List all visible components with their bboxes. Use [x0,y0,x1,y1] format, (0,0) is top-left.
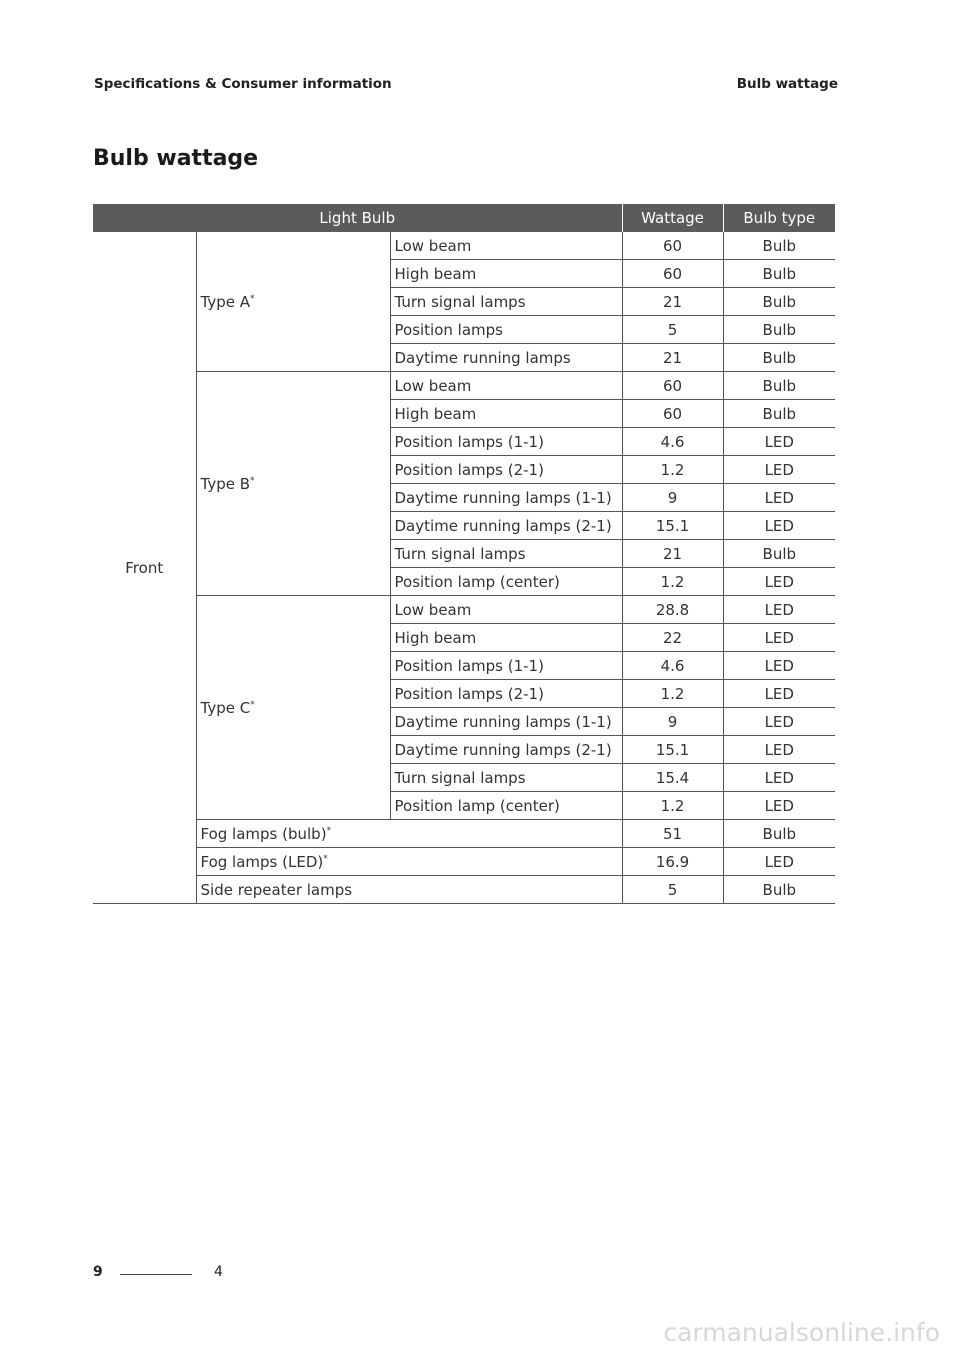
bulb-name-cell [390,484,622,512]
bulb-name-cell [390,260,622,288]
bulb-type-cell-text: Bulb [762,880,797,899]
wattage-cell-text: 1.2 [660,684,685,703]
bulb-type-cell [723,736,835,764]
bulb-name-cell-text: Turn signal lamps [394,292,526,311]
bulb-type-cell-text: LED [764,432,794,451]
bulb-type-cell [723,680,835,708]
bulb-name-cell [390,372,622,400]
wattage-cell [622,372,723,400]
wattage-cell [622,596,723,624]
bulb-name-cell-text: Turn signal lamps [394,544,526,563]
wattage-cell [622,484,723,512]
bulb-type-cell-text: LED [764,768,794,787]
bulb-name-cell [390,708,622,736]
header-light-bulb: Light Bulb [93,204,622,232]
bulb-type-cell [723,568,835,596]
bulb-name-cell-text: Position lamps (1-1) [394,656,544,675]
bulb-type-cell [723,344,835,372]
wattage-cell-text: 9 [667,712,678,731]
wattage-cell-text: 1.2 [660,572,685,591]
wattage-cell [622,876,723,904]
bulb-name-cell-text: Position lamp (center) [394,572,560,591]
bulb-name-cell [196,848,622,876]
wattage-cell [622,736,723,764]
bulb-type-cell [723,512,835,540]
bulb-type-cell [723,456,835,484]
bulb-type-cell-text: Bulb [762,236,797,255]
bulb-type-cell [723,792,835,820]
bulb-type-cell [723,764,835,792]
bulb-name-cell [390,288,622,316]
bulb-name-cell-text: Turn signal lamps [394,768,526,787]
bulb-name-cell-text: Side repeater lamps [200,880,353,899]
bulb-name-cell [390,680,622,708]
bulb-type-cell-text: LED [764,712,794,731]
bulb-name-cell [390,596,622,624]
bulb-type-cell [723,232,835,260]
bulb-type-cell-text: LED [764,796,794,815]
bulb-name-cell-text: Position lamp (center) [394,796,560,815]
header-bulb-type: Bulb type [723,204,835,232]
bulb-type-cell-text: Bulb [762,376,797,395]
bulb-type-cell-text: Bulb [762,264,797,283]
wattage-cell [622,820,723,848]
wattage-cell-text: 60 [662,404,683,423]
wattage-cell-text: 15.1 [655,740,690,759]
wattage-cell-text: 21 [662,544,683,563]
bulb-type-cell [723,372,835,400]
bulb-name-cell-text: Low beam [394,236,472,255]
bulb-name-cell [390,792,622,820]
lamp-type-cell [196,372,390,596]
bulb-type-cell [723,848,835,876]
wattage-cell-text: 21 [662,348,683,367]
bulb-name-cell-text: High beam [394,404,477,423]
table-body [93,232,835,904]
bulb-name-cell [390,624,622,652]
wattage-cell-text: 15.1 [655,516,690,535]
bulb-name-cell [390,540,622,568]
lamp-type-cell [196,596,390,820]
bulb-type-cell-text: Bulb [762,404,797,423]
bulb-name-cell-text: High beam [394,264,477,283]
bulb-name-cell [196,820,622,848]
table-row [93,232,835,260]
wattage-cell [622,792,723,820]
wattage-cell [622,316,723,344]
wattage-cell-text: 1.2 [660,460,685,479]
bulb-name-cell-text: Position lamps (2-1) [394,684,544,703]
wattage-cell-text: 16.9 [655,852,690,871]
location-cell [93,232,196,904]
bulb-type-cell-text: LED [764,740,794,759]
bulb-name-cell [390,456,622,484]
table-row [93,372,835,400]
bulb-type-cell [723,708,835,736]
page-title: Bulb wattage [93,146,259,171]
bulb-type-cell-text: LED [764,516,794,535]
bulb-type-cell [723,596,835,624]
wattage-cell [622,288,723,316]
option-mark: * [323,853,328,864]
bulb-type-cell [723,876,835,904]
bulb-name-cell-text: Daytime running lamps [394,348,571,367]
bulb-name-cell [390,512,622,540]
wattage-cell-text: 60 [662,264,683,283]
wattage-cell [622,456,723,484]
bulb-type-cell [723,260,835,288]
bulb-type-cell [723,820,835,848]
wattage-cell [622,764,723,792]
bulb-name-cell [390,568,622,596]
header-wattage: Wattage [622,204,723,232]
bulb-name-cell-text: Daytime running lamps (2-1) [394,516,612,535]
running-header-section: Specifications & Consumer information [94,76,392,92]
bulb-type-cell [723,288,835,316]
lamp-type-cell [196,232,390,372]
bulb-name-cell-text: Fog lamps (LED) [200,852,324,871]
wattage-cell [622,260,723,288]
wattage-cell-text: 5 [667,320,678,339]
bulb-type-cell-text: LED [764,656,794,675]
lamp-type-cell-text: Type C [200,698,251,717]
bulb-name-cell-text: Low beam [394,600,472,619]
wattage-cell [622,428,723,456]
location-cell-text: Front [125,558,164,577]
wattage-cell-text: 4.6 [660,432,685,451]
bulb-name-cell-text: Daytime running lamps (1-1) [394,488,612,507]
wattage-cell-text: 22 [662,628,683,647]
wattage-cell [622,512,723,540]
wattage-cell-text: 1.2 [660,796,685,815]
wattage-cell-text: 9 [667,488,678,507]
bulb-type-cell-text: LED [764,460,794,479]
wattage-cell [622,400,723,428]
bulb-type-cell-text: LED [764,684,794,703]
bulb-name-cell-text: Position lamps [394,320,503,339]
page-number: 4 [214,1264,223,1280]
option-mark: * [250,475,255,486]
wattage-cell-text: 21 [662,292,683,311]
bulb-type-cell-text: LED [764,852,794,871]
bulb-type-cell [723,316,835,344]
lamp-type-cell-text: Type B [200,474,251,493]
wattage-cell-text: 60 [662,376,683,395]
bulb-type-cell-text: Bulb [762,544,797,563]
wattage-cell [622,344,723,372]
bulb-name-cell-text: High beam [394,628,477,647]
table-row [93,876,835,904]
bulb-name-cell-text: Low beam [394,376,472,395]
bulb-name-cell [390,652,622,680]
bulb-type-cell-text: Bulb [762,348,797,367]
option-mark: * [250,699,255,710]
bulb-name-cell [390,428,622,456]
table-row [93,820,835,848]
wattage-cell-text: 51 [662,824,683,843]
footer-divider [120,1274,192,1275]
bulb-type-cell [723,624,835,652]
bulb-name-cell [390,316,622,344]
wattage-cell-text: 4.6 [660,656,685,675]
wattage-cell [622,232,723,260]
wattage-cell [622,680,723,708]
bulb-name-cell-text: Position lamps (1-1) [394,432,544,451]
bulb-type-cell [723,652,835,680]
lamp-type-cell-text: Type A [200,292,250,311]
bulb-type-cell [723,400,835,428]
wattage-cell-text: 28.8 [655,600,690,619]
table-header-row [93,204,835,232]
table-row [93,596,835,624]
wattage-cell-text: 60 [662,236,683,255]
bulb-type-cell-text: Bulb [762,292,797,311]
bulb-name-cell [390,400,622,428]
bulb-name-cell-text: Daytime running lamps (1-1) [394,712,612,731]
bulb-type-cell-text: Bulb [762,824,797,843]
running-header-topic: Bulb wattage [736,76,838,92]
wattage-cell [622,848,723,876]
bulb-name-cell [390,736,622,764]
watermark: carmanualsonline.info [663,1318,940,1347]
bulb-type-cell-text: LED [764,572,794,591]
bulb-type-cell [723,540,835,568]
wattage-cell [622,624,723,652]
bulb-name-cell-text: Daytime running lamps (2-1) [394,740,612,759]
bulb-name-cell-text: Fog lamps (bulb) [200,824,327,843]
bulb-name-cell [196,876,622,904]
bulb-type-cell-text: LED [764,488,794,507]
wattage-cell [622,652,723,680]
bulb-name-cell-text: Position lamps (2-1) [394,460,544,479]
bulb-type-cell [723,428,835,456]
option-mark: * [326,825,332,836]
section-number: 9 [93,1264,103,1280]
option-mark: * [249,293,255,304]
bulb-wattage-table [93,204,835,904]
bulb-name-cell [390,764,622,792]
bulb-type-cell-text: Bulb [762,320,797,339]
wattage-cell [622,708,723,736]
wattage-cell [622,568,723,596]
table-row [93,848,835,876]
bulb-name-cell [390,344,622,372]
bulb-name-cell [390,232,622,260]
bulb-type-cell-text: LED [764,600,794,619]
bulb-type-cell [723,484,835,512]
bulb-type-cell-text: LED [764,628,794,647]
wattage-cell [622,540,723,568]
wattage-cell-text: 15.4 [655,768,690,787]
wattage-cell-text: 5 [667,880,678,899]
